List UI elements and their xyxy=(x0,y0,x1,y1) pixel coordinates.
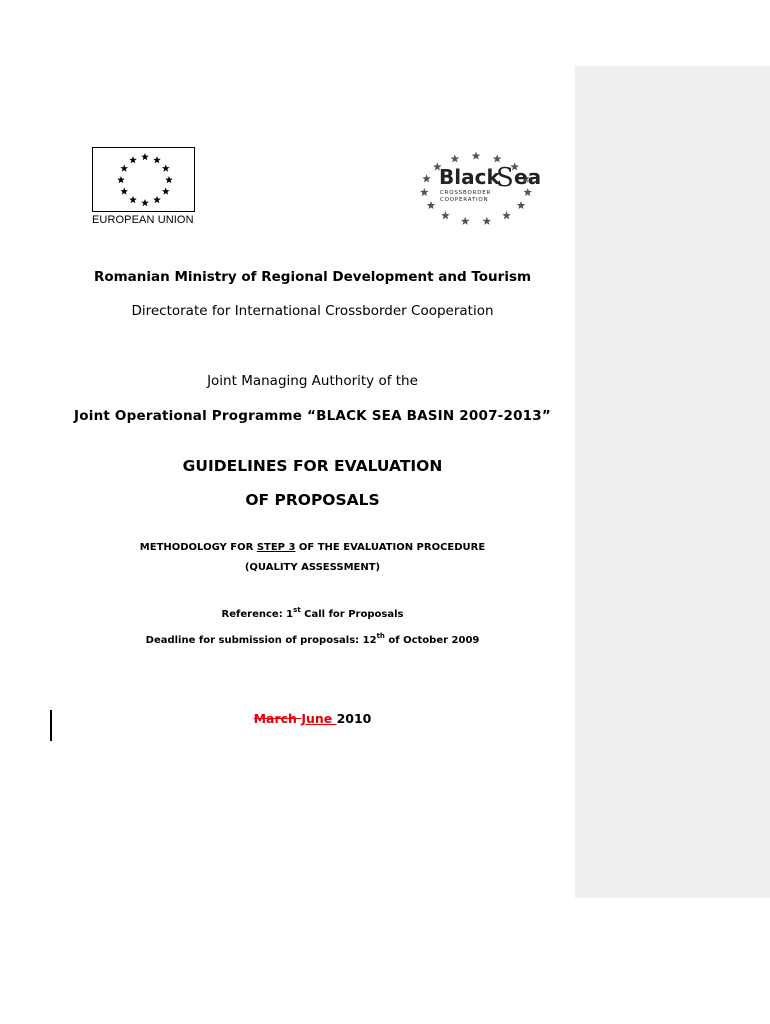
eu-star-icon xyxy=(162,165,170,172)
black-sea-star-icon xyxy=(483,217,492,225)
black-sea-star-icon xyxy=(472,152,481,160)
methodology-step: STEP 3 xyxy=(256,542,296,553)
reference-line xyxy=(0,606,625,620)
eu-star-icon xyxy=(117,176,125,183)
black-sea-logo-s: S xyxy=(496,163,514,193)
reference-sup: st xyxy=(293,606,301,614)
eu-star-icon xyxy=(165,176,173,183)
eu-caption: EUROPEAN UNION xyxy=(92,214,194,226)
black-sea-star-icon xyxy=(461,217,470,225)
methodology-pre: METHODOLOGY FOR xyxy=(139,542,257,553)
eu-star-icon xyxy=(153,196,161,203)
document-date xyxy=(0,711,625,726)
black-sea-star-icon xyxy=(451,154,460,162)
eu-star-icon xyxy=(129,156,137,163)
eu-star-icon xyxy=(120,188,128,195)
eu-star-icon xyxy=(120,165,128,172)
deadline-post: of October 2009 xyxy=(384,635,480,646)
date-year: 2010 xyxy=(336,711,372,726)
eu-star-icon xyxy=(129,196,137,203)
reference-post: Call for Proposals xyxy=(300,609,404,620)
document-title-line1: GUIDELINES FOR EVALUATION xyxy=(182,457,443,475)
eu-star-icon xyxy=(141,199,149,206)
deleted-month: March xyxy=(253,711,302,726)
deadline-line xyxy=(0,632,625,646)
black-sea-logo-sub1: CROSSBORDER xyxy=(440,190,492,196)
inserted-month: June xyxy=(301,711,337,726)
eu-logo xyxy=(92,147,195,226)
methodology-subtitle: (QUALITY ASSESSMENT) xyxy=(244,562,381,573)
black-sea-star-icon xyxy=(517,201,526,209)
reference-pre: Reference: 1 xyxy=(221,609,294,620)
black-sea-logo-word1: Black xyxy=(439,165,500,189)
black-sea-logo xyxy=(414,148,544,234)
ministry-name: Romanian Ministry of Regional Development and Tourism xyxy=(93,269,532,285)
eu-star-icon xyxy=(153,156,161,163)
deadline-pre: Deadline for submission of proposals: 12 xyxy=(145,635,377,646)
eu-flag-icon xyxy=(92,147,195,212)
black-sea-logo-word2: ea xyxy=(514,165,542,189)
black-sea-star-icon xyxy=(422,174,431,182)
methodology-line xyxy=(0,542,625,553)
comment-pane xyxy=(575,66,770,898)
black-sea-star-icon xyxy=(502,211,511,219)
methodology-post: OF THE EVALUATION PROCEDURE xyxy=(295,542,486,553)
black-sea-star-icon xyxy=(427,201,436,209)
jma-line: Joint Managing Authority of the xyxy=(207,373,418,389)
black-sea-star-icon xyxy=(493,154,502,162)
deadline-sup: th xyxy=(376,632,385,640)
black-sea-star-icon xyxy=(523,188,532,196)
eu-star-icon xyxy=(141,153,149,160)
black-sea-logo-sub2: COOPERATION xyxy=(440,197,489,203)
eu-star-icon xyxy=(162,188,170,195)
black-sea-star-icon xyxy=(420,188,429,196)
document-title-line2: OF PROPOSALS xyxy=(245,491,380,509)
black-sea-star-icon xyxy=(441,211,450,219)
directorate-name: Directorate for International Crossborder Cooperation xyxy=(131,303,494,319)
programme-name: Joint Operational Programme “BLACK SEA BASIN 2007-2013” xyxy=(74,408,551,424)
